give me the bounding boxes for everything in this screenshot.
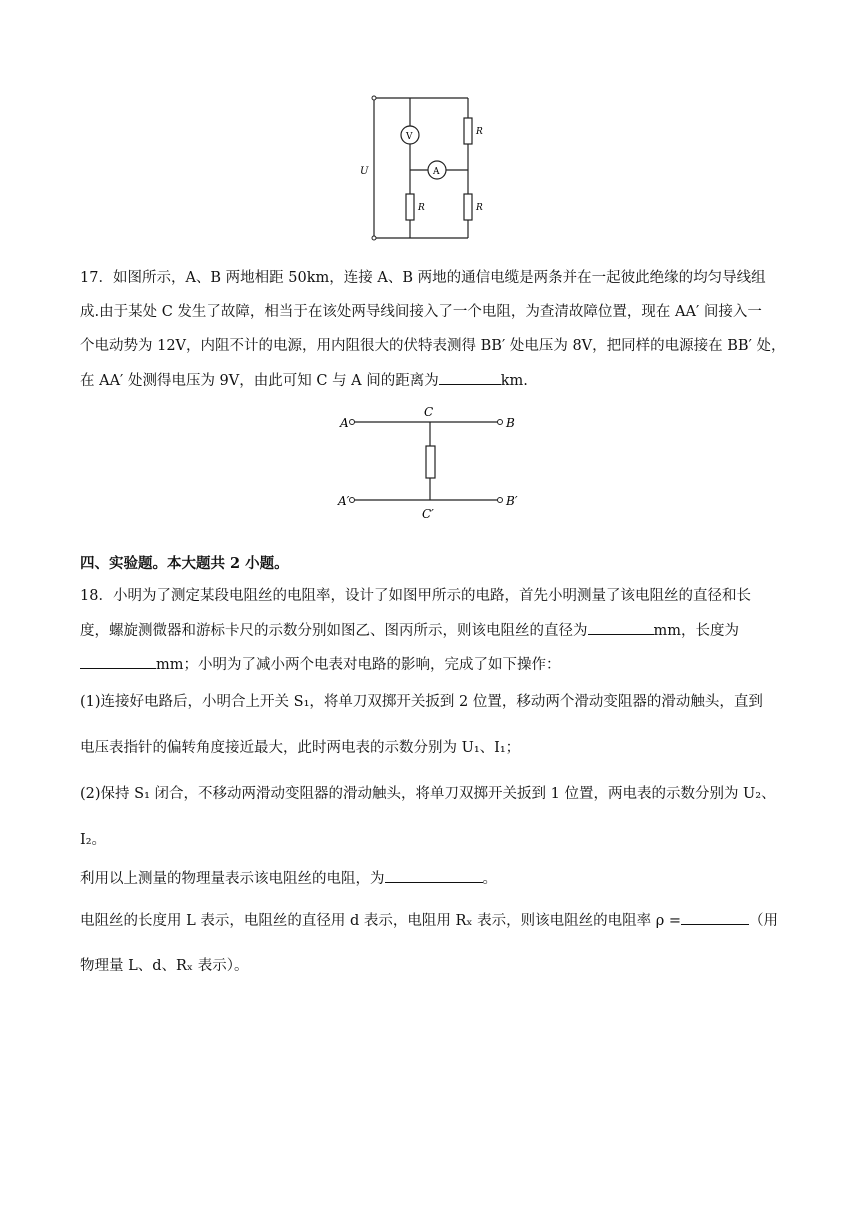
q18-step-1-line-1: (1)连接好电路后，小明合上开关 S₁，将单刀双掷开关扳到 2 位置，移动两个滑动变阻器的滑动触头，直到 bbox=[80, 694, 763, 710]
label-ammeter: A bbox=[433, 167, 440, 177]
q17-line-1: 17．如图所示，A、B 两地相距 50km，连接 A、B 两地的通信电缆是两条并在一起彼此绝缘的均匀导线组 bbox=[80, 270, 766, 286]
q18-rho-line-2: 物理量 L、d、Rₓ 表示）。 bbox=[80, 958, 249, 974]
label-voltmeter: V bbox=[406, 132, 413, 142]
circuit-figure-bridge bbox=[360, 88, 483, 248]
label-c: C bbox=[424, 405, 434, 419]
q18-resistance-text: 利用以上测量的物理量表示该电阻丝的电阻，为 bbox=[80, 871, 385, 887]
label-b: B bbox=[506, 416, 515, 430]
q18-step-1-line-2: 电压表指针的偏转角度接近最大，此时两电表的示数分别为 U₁、I₁； bbox=[80, 740, 521, 756]
label-resistor-1: R bbox=[476, 127, 483, 137]
q18-line-2-text: 度，螺旋测微器和游标卡尺的示数分别如图乙、图丙所示，则该电阻丝的直径为 bbox=[80, 623, 588, 639]
q18-step-2-line-1: (2)保持 S₁ 闭合，不移动两滑动变阻器的滑动触头，将单刀双掷开关扳到 1 位置，两电表的示数分别为 U₂、 bbox=[80, 786, 776, 802]
q18-line-1: 18．小明为了测定某段电阻丝的电阻率，设计了如图甲所示的电路，首先小明测量了该电阻丝的直径和长 bbox=[80, 588, 751, 604]
circuit-figure-cable bbox=[338, 402, 538, 522]
q18-rho-line-1 bbox=[80, 910, 780, 931]
q18-resistance-line bbox=[80, 868, 780, 889]
q18-line-2-end: mm，长度为 bbox=[653, 623, 739, 639]
q17-line-3: 个电动势为 12V，内阻不计的电源，用内阻很大的伏特表测得 BB′ 处电压为 8V，把同样的电源接在 BB′ 处， bbox=[80, 338, 786, 354]
q18-resistance-blank bbox=[385, 868, 483, 883]
q18-length-blank bbox=[80, 654, 156, 669]
q18-rho-end: （用 bbox=[749, 913, 779, 929]
q17-line-2: 成.由于某处 C 发生了故障，相当于在该处两导线间接入了一个电阻，为查清故障位置，现在 AA′ 间接入一 bbox=[80, 304, 762, 320]
label-a: A bbox=[340, 416, 349, 430]
label-resistor-2: R bbox=[418, 203, 425, 213]
q18-line-3 bbox=[80, 654, 780, 675]
label-u: U bbox=[360, 166, 369, 177]
q18-line-2 bbox=[80, 620, 780, 641]
label-a-prime: A′ bbox=[338, 494, 350, 508]
q18-step-2-line-2: I₂。 bbox=[80, 832, 107, 848]
q18-line-3-text: mm；小明为了减小两个电表对电路的影响，完成了如下操作： bbox=[156, 657, 561, 673]
q17-line-4 bbox=[80, 370, 780, 391]
q18-diameter-blank bbox=[588, 620, 654, 635]
q17-unit: km. bbox=[500, 373, 528, 389]
section-heading: 四、实验题。本大题共 2 小题。 bbox=[80, 555, 289, 572]
label-resistor-3: R bbox=[476, 203, 483, 213]
q17-line-4-text: 在 AA′ 处测得电压为 9V，由此可知 C 与 A 间的距离为 bbox=[80, 373, 439, 389]
q17-answer-blank bbox=[439, 370, 501, 385]
q18-rho-text: 电阻丝的长度用 L 表示，电阻丝的直径用 d 表示，电阻用 Rₓ 表示，则该电阻丝的电阻率 ρ = bbox=[80, 913, 682, 929]
label-c-prime: C′ bbox=[422, 507, 434, 521]
q18-rho-blank bbox=[681, 910, 749, 925]
label-b-prime: B′ bbox=[506, 494, 518, 508]
q18-resistance-end: 。 bbox=[482, 871, 497, 887]
